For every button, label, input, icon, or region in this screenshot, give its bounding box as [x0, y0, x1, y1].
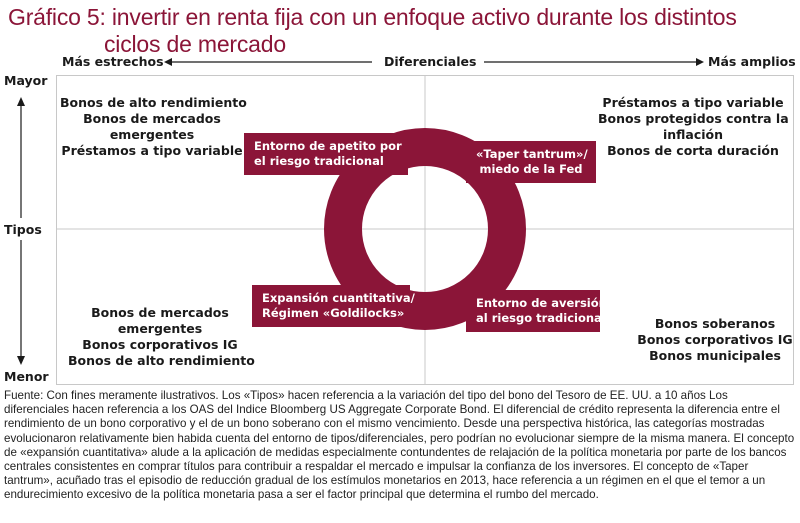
list-item: inflación: [662, 127, 724, 142]
cycle-label-line: Entorno de aversión: [476, 296, 607, 310]
list-item: Bonos de alto rendimiento: [60, 95, 247, 110]
list-item: Bonos protegidos contra la: [598, 111, 789, 126]
list-item: Bonos de mercados: [91, 305, 229, 320]
y-axis-bottom-label: Menor: [4, 369, 49, 384]
cycle-label-taper-tantrum: [466, 141, 596, 183]
list-item: Bonos de corta duración: [607, 143, 779, 158]
list-item: Bonos corporativos IG: [637, 332, 793, 347]
y-axis-center-label: Tipos: [4, 222, 42, 237]
list-item: Préstamos a tipo variable: [61, 143, 243, 158]
cycle-label-risk-on: [244, 133, 408, 175]
list-item: Bonos de alto rendimiento: [68, 353, 255, 368]
cycle-label-line: Expansión cuantitativa/: [262, 291, 415, 305]
x-axis-left-label: Más estrechos: [62, 54, 164, 69]
cycle-label-line: «Taper tantrum»/: [476, 147, 588, 161]
source-footnote: Fuente: Con fines meramente ilustrativos. Los «Tipos» hacen referencia a la variación del tipo del bono del Tesoro de EE. UU. a 10 años Los diferenciales hacen referencia a los OAS del Indice Bloomberg US Aggregate Corporate Bond. El diferencial de crédito representa la diferencia entre el rendimiento de un bono corporativo y el de un bono soberano con el mismo vencimiento. Desde una perspectiva histórica, las categorías mostradas evolucionaron relativamente bien habida cuenta del entorno de tipos/diferenciales, pero podrían no evolucionar siempre de la misma manera. El concepto de «expansión cuantitativa» alude a la aplicación de medidas especialmente contundentes de relajación de la política monetaria por parte de los bancos centrales consistentes en comprar títulos para contribuir a respaldar el mercado e impulsar la confianza de los inversores. El concepto de «Taper tantrum», acuñado tras el episodio de reducción gradual de los estímulos monetarios en 2013, hace referencia a un régimen en el que el temor a un endurecimiento excesivo de la política monetaria pasa a ser el factor principal que determina el rumbo del mercado.: [4, 389, 795, 502]
quadrant-bottom-left: [68, 305, 255, 369]
quadrant-bottom-right: [630, 316, 800, 364]
list-item: emergentes: [117, 321, 203, 336]
quadrant-top-right: [598, 95, 788, 159]
list-item: Bonos corporativos IG: [82, 337, 238, 352]
list-item: Préstamos a tipo variable: [602, 95, 784, 110]
x-axis-right-label: Más amplios: [708, 54, 796, 69]
list-item: emergentes: [109, 127, 195, 142]
cycle-label-line: miedo de la Fed: [479, 162, 583, 176]
cycle-label-line: Régimen «Goldilocks»: [262, 306, 405, 320]
list-item: Bonos de mercados: [83, 111, 221, 126]
title-line-1: Gráfico 5: invertir en renta fija con un enfoque activo durante los distintos: [8, 4, 737, 30]
cycle-label-risk-off: [466, 290, 607, 332]
list-item: Bonos soberanos: [654, 316, 776, 331]
cycle-label-line: el riesgo tradicional: [254, 154, 384, 168]
title-line-2: ciclos de mercado: [104, 31, 286, 57]
cycle-label-line: al riesgo tradicional: [476, 311, 606, 325]
cycle-label-line: Entorno de apetito por: [254, 139, 402, 153]
y-axis-top-label: Mayor: [4, 73, 48, 88]
list-item: Bonos municipales: [649, 348, 781, 363]
x-axis-center-label: Diferenciales: [378, 54, 482, 69]
cycle-label-quantitative-easing: [252, 285, 415, 327]
quadrant-top-left: [60, 95, 247, 159]
